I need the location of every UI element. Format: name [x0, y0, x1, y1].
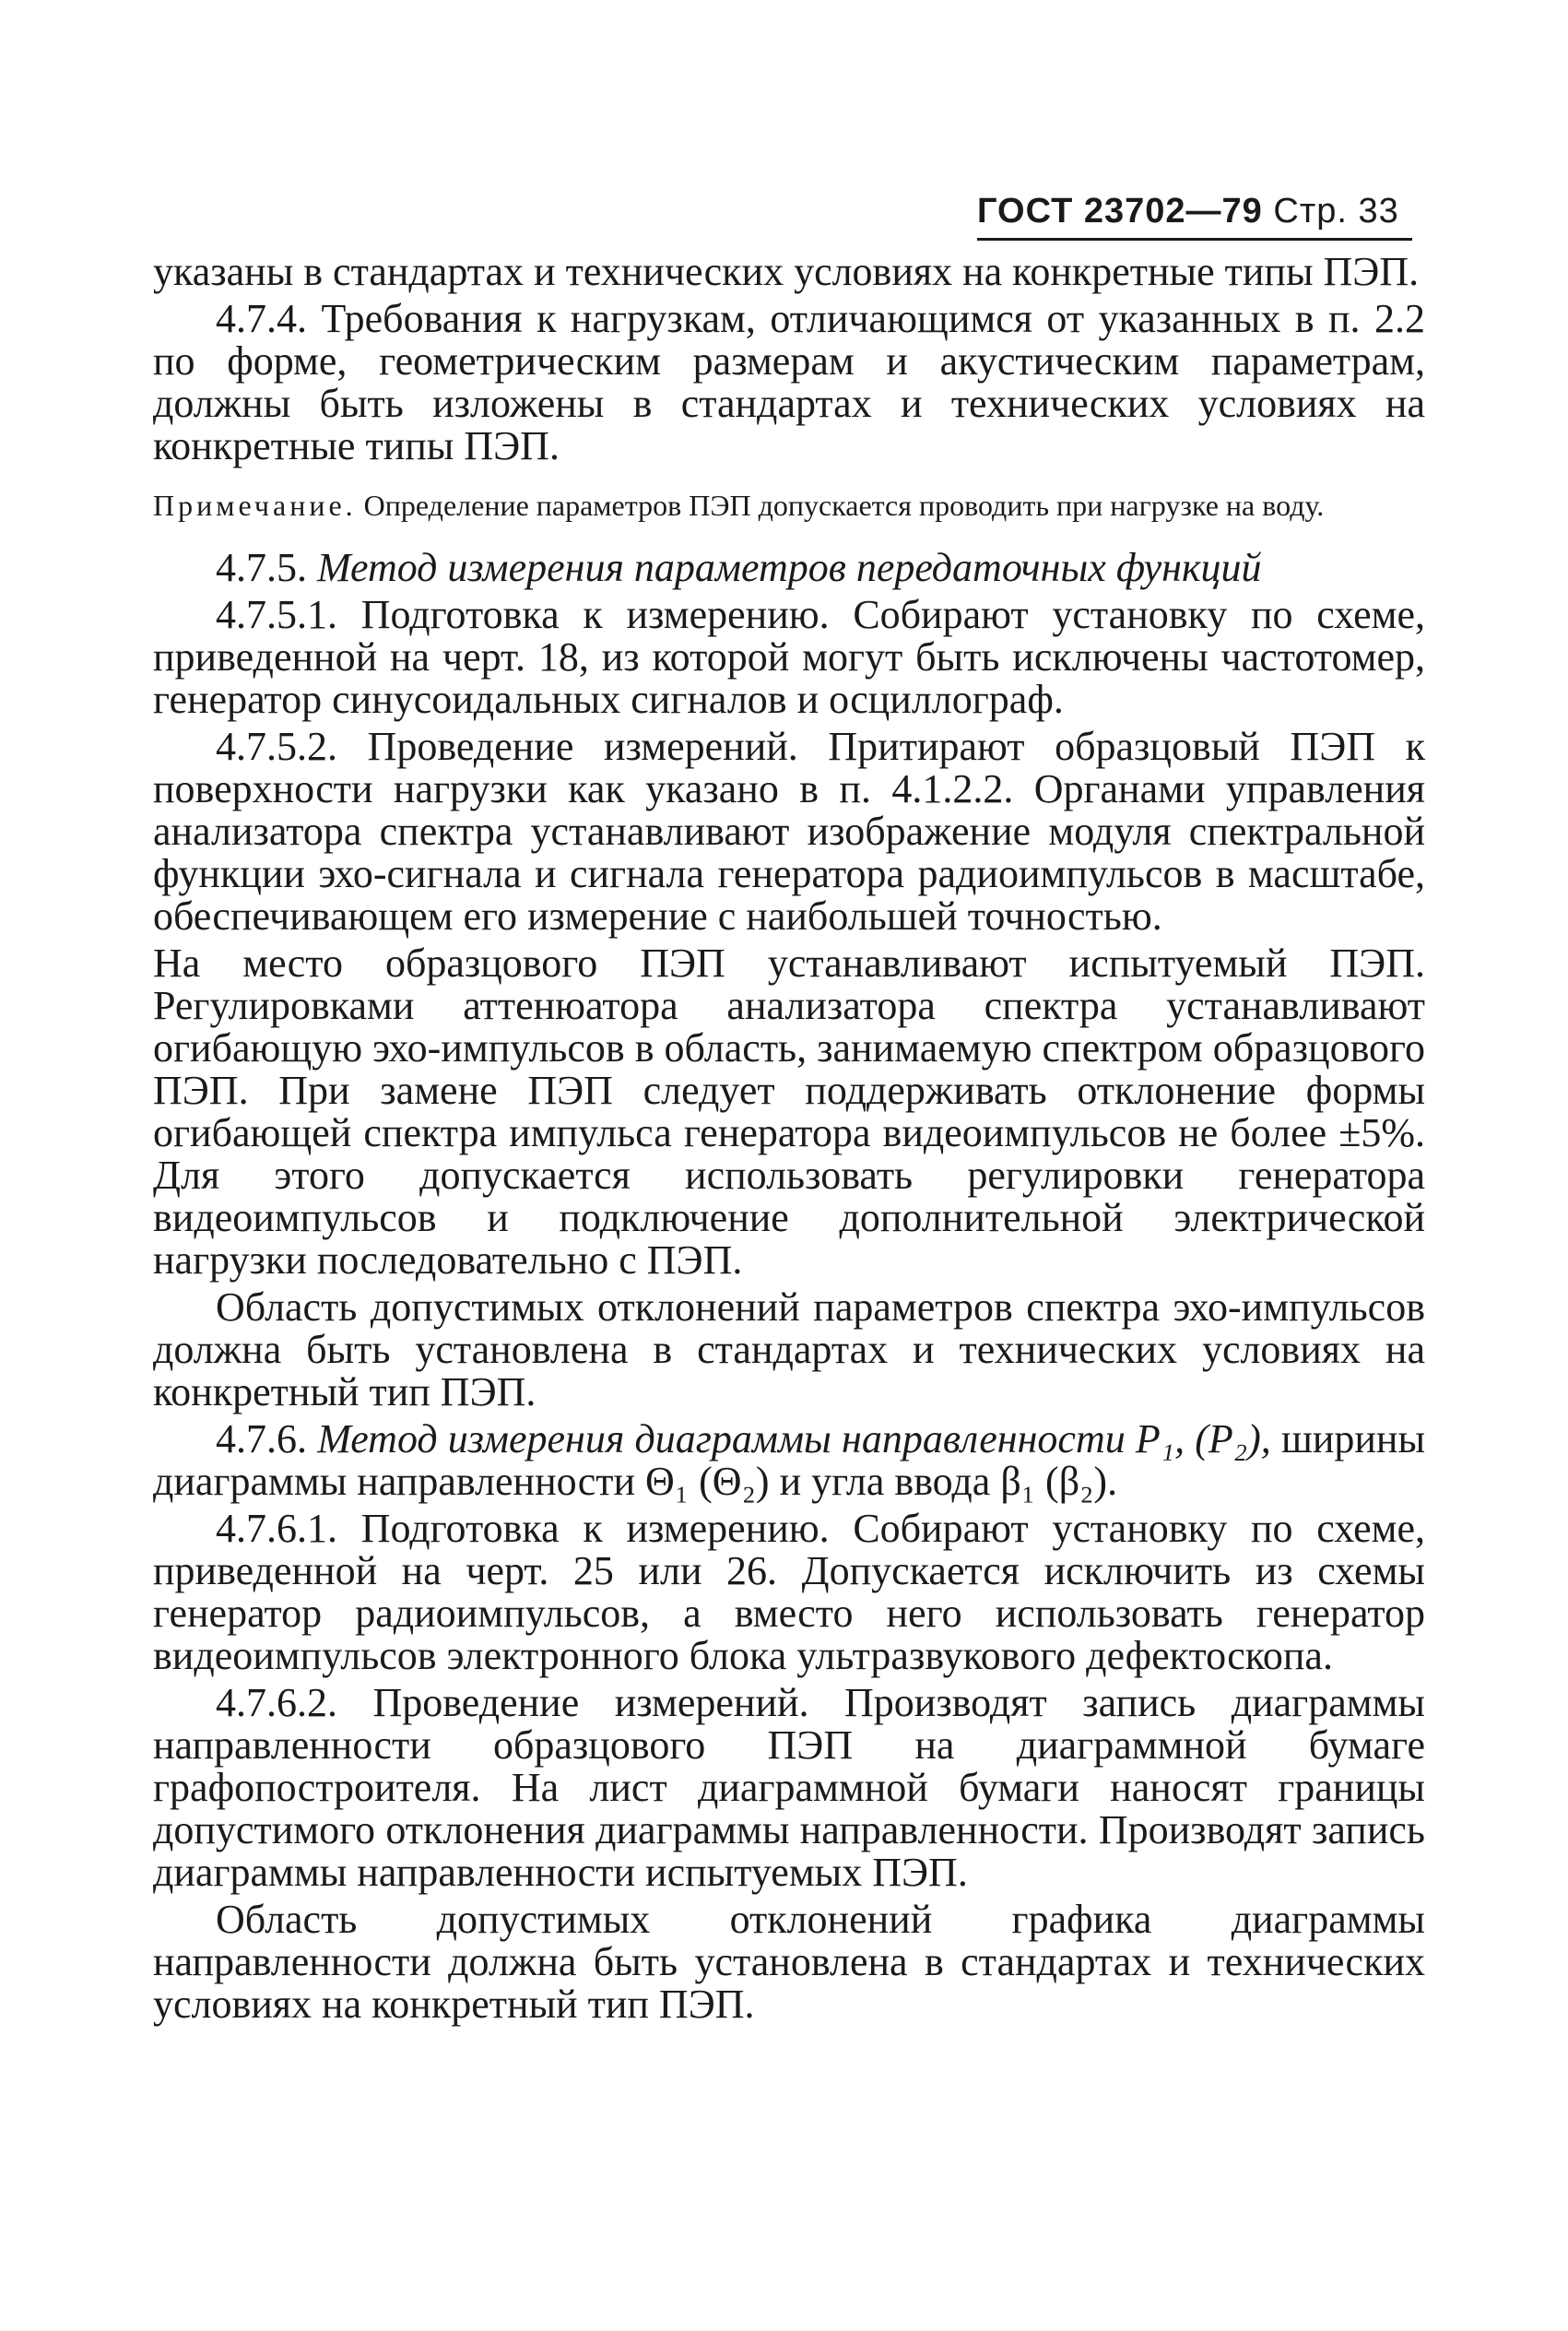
paragraph: Область допустимых отклонений параметров спектра эхо-импульсов должна быть установлена в стандартах и технических условиях на конкретный тип ПЭП. — [153, 1284, 1425, 1414]
section-title-continuation: ширины диаграммы направленности Θ₁ (Θ₂) и угла ввода β₁ (β₂). — [153, 1416, 1426, 1504]
section-number: 4.7.6. — [216, 1416, 307, 1461]
section-heading — [153, 547, 1425, 589]
paragraph: 4.7.6.2. Проведение измерений. Производят запись диаграммы направленности образцового ПЭП на диаграммной бумаге графопостроителя. На лист диаграммной бумаги наносят границы допустимого отклонения диаграммы направленности. Производят запись диаграммы направленности испытуемых ПЭП. — [153, 1680, 1425, 1895]
page-header — [977, 192, 1399, 231]
note-label: Примечание. — [153, 489, 357, 522]
note — [153, 488, 1425, 523]
section-title: Метод измерения диаграммы направленности P₁, (P₂), — [317, 1416, 1271, 1461]
paragraph: На место образцового ПЭП устанавливают испытуемый ПЭП. Регулировками аттенюатора анализатора спектра устанавливают огибающую эхо-импульсов в область, занимаемую спектром образцового ПЭП. При замене ПЭП следует поддерживать отклонение формы огибающей спектра импульса генератора видеоимпульсов не более ±5%. Для этого допускается использовать регулировки генератора видеоимпульсов и подключение дополнительной электрической нагрузки последовательно с ПЭП. — [153, 941, 1425, 1283]
paragraph: 4.7.5.2. Проведение измерений. Притирают образцовый ПЭП к поверхности нагрузки как указано в п. 4.1.2.2. Органами управления анализатора спектра устанавливают изображение модуля спектральной функции эхо-сигнала и сигнала генератора радиоимпульсов в масштабе, обеспечивающем его измерение с наибольшей точностью. — [153, 724, 1425, 939]
body-text — [153, 251, 1425, 2030]
section-title: Метод измерения параметров передаточных функций — [317, 545, 1262, 590]
paragraph: указаны в стандартах и технических условиях на конкретные типы ПЭП. — [153, 249, 1420, 294]
paragraph: 4.7.4. Требования к нагрузкам, отличающимся от указанных в п. 2.2 по форме, геометрическим размерам и акустическим параметрам, должны быть изложены в стандартах и технических условиях на конкретные типы ПЭП. — [153, 296, 1425, 468]
paragraph: Область допустимых отклонений графика диаграммы направленности должна быть установлена в стандартах и технических условиях на конкретный тип ПЭП. — [153, 1897, 1425, 2027]
standard-number: ГОСТ 23702—79 — [977, 192, 1263, 231]
page-number: Стр. 33 — [1273, 192, 1399, 231]
section-number: 4.7.5. — [216, 545, 307, 590]
paragraph: 4.7.6.1. Подготовка к измерению. Собирают установку по схеме, приведенной на черт. 25 или 26. Допускается исключить из схемы генератор радиоимпульсов, а вместо него использовать генератор видеоимпульсов электронного блока ультразвукового дефектоскопа. — [153, 1506, 1425, 1678]
header-rule — [977, 238, 1412, 241]
note-text: Определение параметров ПЭП допускается проводить при нагрузке на воду. — [363, 489, 1325, 522]
section-heading — [153, 1418, 1425, 1503]
paragraph: 4.7.5.1. Подготовка к измерению. Собирают установку по схеме, приведенной на черт. 18, из которой могут быть исключены частотомер, генератор синусоидальных сигналов и осциллограф. — [153, 592, 1425, 722]
